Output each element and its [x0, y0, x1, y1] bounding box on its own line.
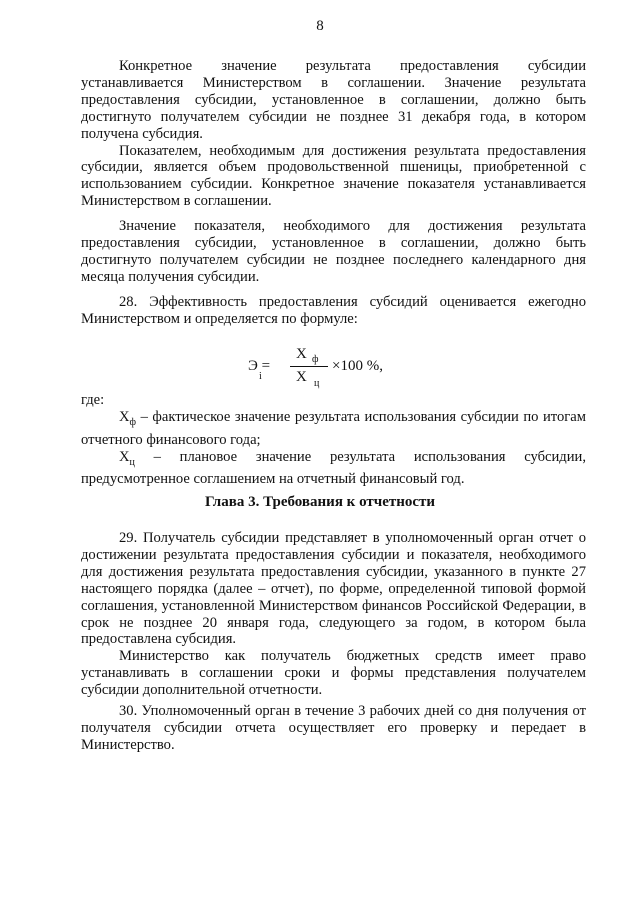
formula-multiplier: ×100 %,: [332, 358, 383, 374]
paragraph-result-value: Конкретное значение результата предоставления субсидии устанавливается Министерством в соглашении. Значение результата предоставления субсидии, установленное в соглашении, должно быть достигнуто получателем субсидии не позднее 31 декабря года, в котором получена субсидия.: [81, 58, 586, 142]
definition-planned: $Х_ц$ – плановое значение результата использования субсидии, предусмотренное соглашением на отчетный финансовый год.: [81, 448, 586, 488]
formula-definitions: [81, 392, 586, 488]
section-2-body: [81, 530, 586, 754]
where-label: где:: [81, 392, 105, 408]
paragraph-30-verification: 30. Уполномоченный орган в течение 3 рабочих дней со дня получения от получателя субсидии отчета осуществляет его проверку и передает в Министерство.: [81, 703, 586, 753]
formula-numerator-subscript: ф: [312, 354, 319, 365]
paragraph-29-additional: Министерство как получатель бюджетных средств имеет право устанавливать в соглашении сроки и формы представления получателем субсидии дополнительной отчетности.: [81, 648, 586, 699]
paragraph-28-efficiency: 28. Эффективность предоставления субсидий оценивается ежегодно Министерством и определяется по формуле:: [81, 293, 586, 327]
page-number: 8: [316, 18, 324, 34]
fraction-bar: [290, 366, 328, 367]
formula-denominator: Х: [296, 369, 308, 385]
paragraph-29-report: 29. Получатель субсидии представляет в уполномоченный орган отчет о достижении результата предоставления субсидии и показателя, необходимого для достижения результата предоставления субсидии, указанного в пункте 27 настоящего порядка (далее – отчет), по форме, определенной типовой формой соглашения, установленной Министерством финансов Российской Федерации, в срок не позднее 20 января года, следующего за годом, в котором была предоставлена субсидия.: [81, 530, 586, 648]
efficiency-formula: [248, 344, 408, 390]
definition-actual: $Х_ф$ – фактическое значение результата использования субсидии по итогам отчетного финансового года;: [81, 408, 586, 448]
formula-numerator: Х: [296, 346, 308, 362]
paragraph-indicator-value: Значение показателя, необходимого для достижения результата предоставления субсидии, установленное в соглашении, должно быть достигнуто получателем субсидии не позднее последнего календарного дня месяца получения субсидии.: [81, 218, 586, 285]
symbol-x-c: $Х_ц$: [119, 448, 135, 468]
formula-denominator-subscript: ц: [314, 378, 320, 389]
paragraph-indicator: Показателем, необходимым для достижения результата предоставления субсидии, является объем продовольственной пшеницы, приобретенной с использованием субсидии. Конкретное значение показателя устанавливается Министерством в соглашении.: [81, 142, 586, 210]
formula-lhs: Э =: [248, 358, 271, 374]
formula-lhs-subscript: i: [259, 371, 262, 382]
section-1-body: [81, 58, 586, 328]
symbol-x-f: $Х_ф$: [119, 408, 137, 428]
chapter-heading: Глава 3. Требования к отчетности: [204, 494, 436, 510]
